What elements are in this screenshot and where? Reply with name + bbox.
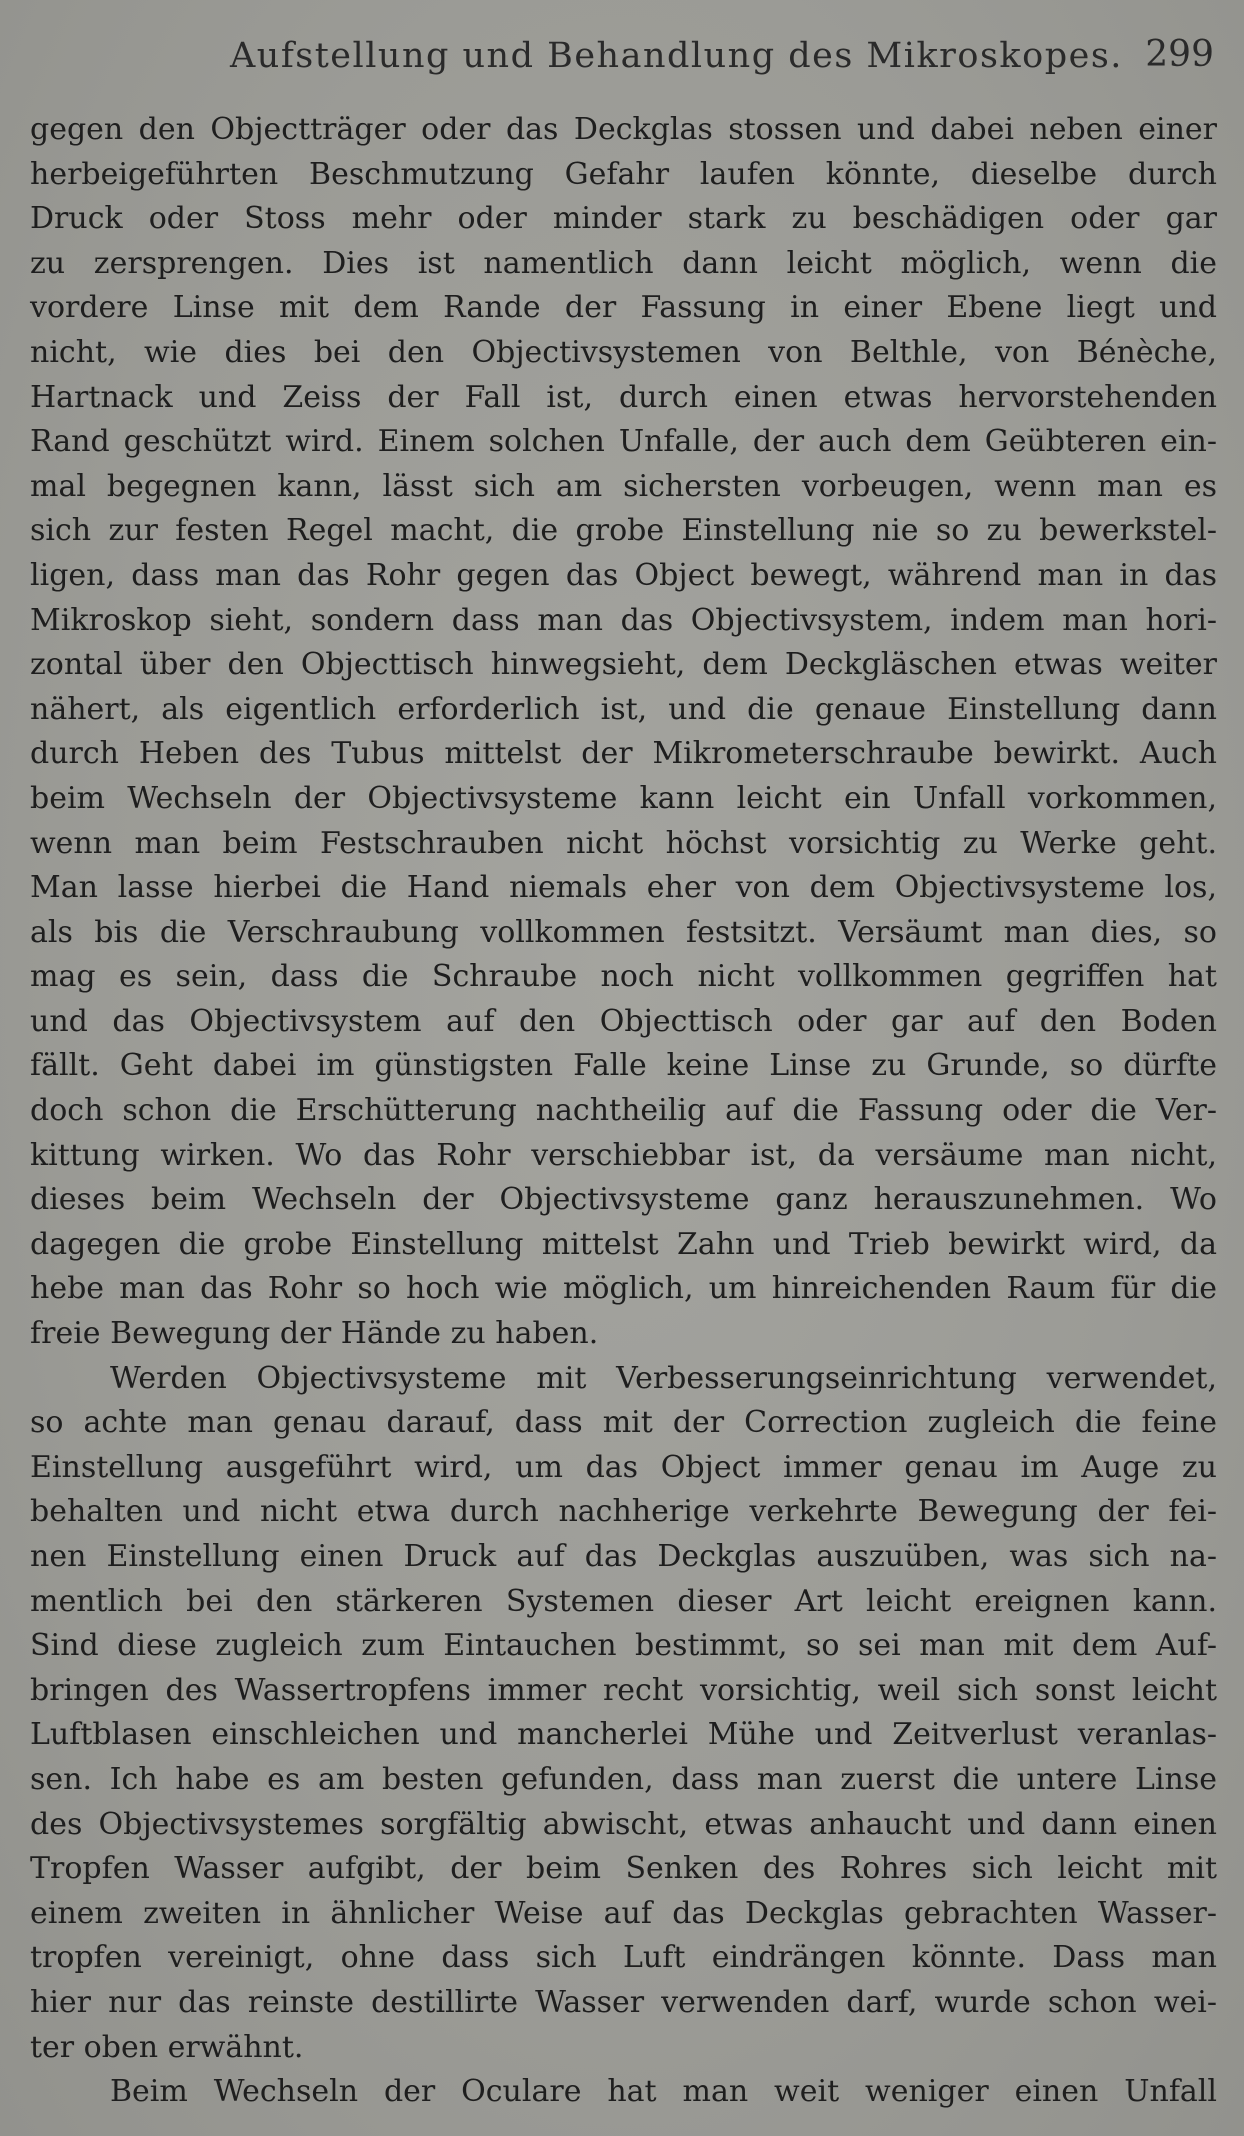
- text-line: gegen den Objectträger oder das Deckglas stossen und dabei neben einer: [30, 112, 1217, 147]
- text-line: Beim Wechseln der Oculare hat man weit weniger einen Unfall: [110, 2074, 1217, 2110]
- text-line: Rand geschützt wird. Einem solchen Unfalle, der auch dem Geübteren ein-: [30, 424, 1217, 460]
- text-line: Druck oder Stoss mehr oder minder stark zu beschädigen oder gar: [30, 201, 1217, 237]
- text-line: mentlich bei den stärkeren Systemen dieser Art leicht ereignen kann.: [30, 1583, 1217, 1619]
- text-line: des Objectivsystemes sorgfältig abwischt, etwas anhaucht und dann einen: [30, 1806, 1217, 1842]
- text-line: wenn man beim Festschrauben nicht höchst vorsichtig zu Werke geht.: [30, 825, 1217, 861]
- text-line: zu zersprengen. Dies ist namentlich dann leicht möglich, wenn die: [30, 245, 1217, 281]
- text-line: vordere Linse mit dem Rande der Fassung in einer Ebene liegt und: [30, 290, 1217, 326]
- text-line: Mikroskop sieht, sondern dass man das Objectivsystem, indem man hori-: [30, 602, 1217, 638]
- text-line: ligen, dass man das Rohr gegen das Object bewegt, während man in das: [30, 557, 1217, 593]
- text-line: und das Objectivsystem auf den Objecttisch oder gar auf den Boden: [30, 1003, 1217, 1039]
- text-line: als bis die Verschraubung vollkommen festsitzt. Versäumt man dies, so: [30, 914, 1217, 950]
- text-line: herbeigeführten Beschmutzung Gefahr laufen könnte, dieselbe durch: [30, 156, 1217, 192]
- text-line: hier nur das reinste destillirte Wasser verwenden darf, wurde schon wei-: [30, 1984, 1217, 2020]
- text-line: sen. Ich habe es am besten gefunden, dass man zuerst die untere Linse: [30, 1761, 1217, 1797]
- text-line: kittung wirken. Wo das Rohr verschiebbar ist, da versäume man nicht,: [30, 1137, 1217, 1173]
- running-head: [0, 28, 1244, 78]
- text-line: Sind diese zugleich zum Eintauchen bestimmt, so sei man mit dem Auf-: [30, 1628, 1217, 1664]
- text-line: so achte man genau darauf, dass mit der Correction zugleich die feine: [30, 1405, 1217, 1441]
- text-line: nen Einstellung einen Druck auf das Deckglas auszuüben, was sich na-: [30, 1539, 1217, 1574]
- paragraph: [30, 1357, 1217, 2071]
- text-line: Luftblasen einschleichen und mancherlei Mühe und Zeitverlust veranlas-: [30, 1717, 1217, 1753]
- paragraph: [30, 2070, 1217, 2115]
- text-line: ter oben erwähnt.: [30, 2029, 304, 2065]
- text-line: sich zur festen Regel macht, die grobe Einstellung nie so zu bewerkstel-: [30, 513, 1217, 549]
- text-line: Man lasse hierbei die Hand niemals eher von dem Objectivsysteme los,: [30, 870, 1217, 906]
- text-line: durch Heben des Tubus mittelst der Mikrometerschraube bewirkt. Auch: [30, 736, 1217, 772]
- text-line: einem zweiten in ähnlicher Weise auf das Deckglas gebrachten Wasser-: [30, 1895, 1217, 1931]
- text-line: bringen des Wassertropfens immer recht vorsichtig, weil sich sonst leicht: [30, 1672, 1217, 1708]
- text-line: dagegen die grobe Einstellung mittelst Zahn und Trieb bewirkt wird, da: [30, 1226, 1217, 1262]
- text-line: hebe man das Rohr so hoch wie möglich, um hinreichenden Raum für die: [30, 1271, 1217, 1307]
- page-number: 299: [1145, 34, 1214, 75]
- text-line: Einstellung ausgeführt wird, um das Object immer genau im Auge zu: [30, 1449, 1217, 1485]
- running-title: Aufstellung und Behandlung des Mikroskopes.: [230, 36, 1123, 76]
- body-text: [30, 108, 1217, 2115]
- paragraph: [30, 108, 1217, 1357]
- text-line: Werden Objectivsysteme mit Verbesserungseinrichtung verwendet,: [110, 1360, 1217, 1396]
- text-line: behalten und nicht etwa durch nachherige verkehrte Bewegung der fei-: [30, 1494, 1217, 1530]
- text-line: tropfen vereinigt, ohne dass sich Luft eindrängen könnte. Dass man: [30, 1940, 1217, 1976]
- text-line: nähert, als eigentlich erforderlich ist, und die genaue Einstellung dann: [30, 691, 1217, 727]
- text-line: mag es sein, dass die Schraube noch nicht vollkommen gegriffen hat: [30, 959, 1217, 995]
- text-line: doch schon die Erschütterung nachtheilig auf die Fassung oder die Ver-: [30, 1093, 1217, 1129]
- text-line: fällt. Geht dabei im günstigsten Falle keine Linse zu Grunde, so dürfte: [30, 1048, 1217, 1084]
- text-line: nicht, wie dies bei den Objectivsystemen von Belthle, von Bénèche,: [30, 334, 1217, 370]
- text-line: mal begegnen kann, lässt sich am sichersten vorbeugen, wenn man es: [30, 468, 1217, 504]
- text-line: beim Wechseln der Objectivsysteme kann leicht ein Unfall vorkommen,: [30, 780, 1217, 816]
- text-line: dieses beim Wechseln der Objectivsysteme ganz herauszunehmen. Wo: [30, 1182, 1217, 1218]
- text-line: zontal über den Objecttisch hinwegsieht, dem Deckgläschen etwas weiter: [30, 647, 1217, 683]
- text-line: Hartnack und Zeiss der Fall ist, durch einen etwas hervorstehenden: [30, 379, 1217, 415]
- text-line: Tropfen Wasser aufgibt, der beim Senken des Rohres sich leicht mit: [30, 1851, 1217, 1887]
- text-line: freie Bewegung der Hände zu haben.: [30, 1316, 599, 1352]
